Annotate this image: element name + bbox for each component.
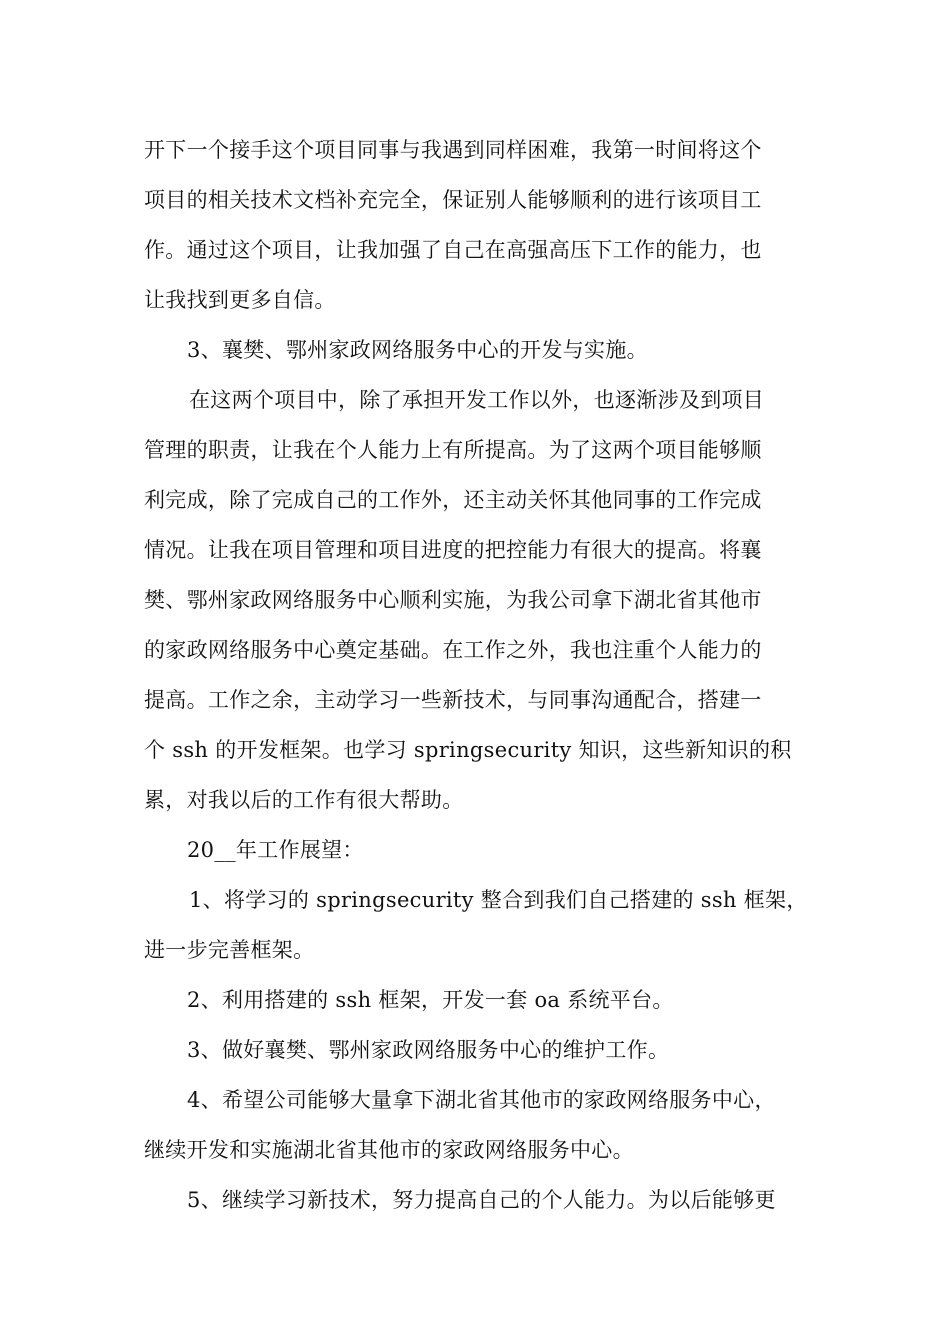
- list-item: 1、将学习的 springsecurity 整合到我们自己搭建的 ssh 框架，: [189, 888, 808, 912]
- text-line: 在这两个项目中，除了承担开发工作以外，也逐渐涉及到项目: [189, 388, 765, 412]
- text-line: 利完成，除了完成自己的工作外，还主动关怀其他同事的工作完成: [144, 488, 762, 512]
- text-line: 作。通过这个项目，让我加强了自己在高强高压下工作的能力，也: [144, 238, 762, 262]
- text-line: 进一步完善框架。: [144, 938, 315, 962]
- text-line: 继续开发和实施湖北省其他市的家政网络服务中心。: [144, 1138, 634, 1162]
- text-line: 提高。工作之余，主动学习一些新技术，与同事沟通配合，搭建一: [144, 688, 762, 712]
- list-item: 5、继续学习新技术，努力提高自己的个人能力。为以后能够更: [187, 1188, 776, 1212]
- text-line: 樊、鄂州家政网络服务中心顺利实施，为我公司拿下湖北省其他市: [144, 588, 762, 612]
- list-item: 4、希望公司能够大量拿下湖北省其他市的家政网络服务中心，: [187, 1088, 776, 1112]
- text-line: 项目的相关技术文档补充完全，保证别人能够顺利的进行该项目工: [144, 188, 762, 212]
- text-line: 让我找到更多自信。: [144, 288, 336, 312]
- text-line: 情况。让我在项目管理和项目进度的把控能力有很大的提高。将襄: [144, 538, 762, 562]
- text-line: 个 ssh 的开发框架。也学习 springsecurity 知识，这些新知识的积: [144, 738, 792, 762]
- text-line: 开下一个接手这个项目同事与我遇到同样困难，我第一时间将这个: [144, 138, 762, 162]
- text-line: 累，对我以后的工作有很大帮助。: [144, 788, 464, 812]
- list-item: 2、利用搭建的 ssh 框架，开发一套 oa 系统平台。: [187, 988, 674, 1012]
- text-line: 管理的职责，让我在个人能力上有所提高。为了这两个项目能够顺: [144, 438, 762, 462]
- list-item: 3、做好襄樊、鄂州家政网络服务中心的维护工作。: [187, 1038, 670, 1062]
- section-heading: 3、襄樊、鄂州家政网络服务中心的开发与实施。: [187, 338, 648, 362]
- section-heading: 20__年工作展望：: [187, 838, 364, 862]
- text-line: 的家政网络服务中心奠定基础。在工作之外，我也注重个人能力的: [144, 638, 762, 662]
